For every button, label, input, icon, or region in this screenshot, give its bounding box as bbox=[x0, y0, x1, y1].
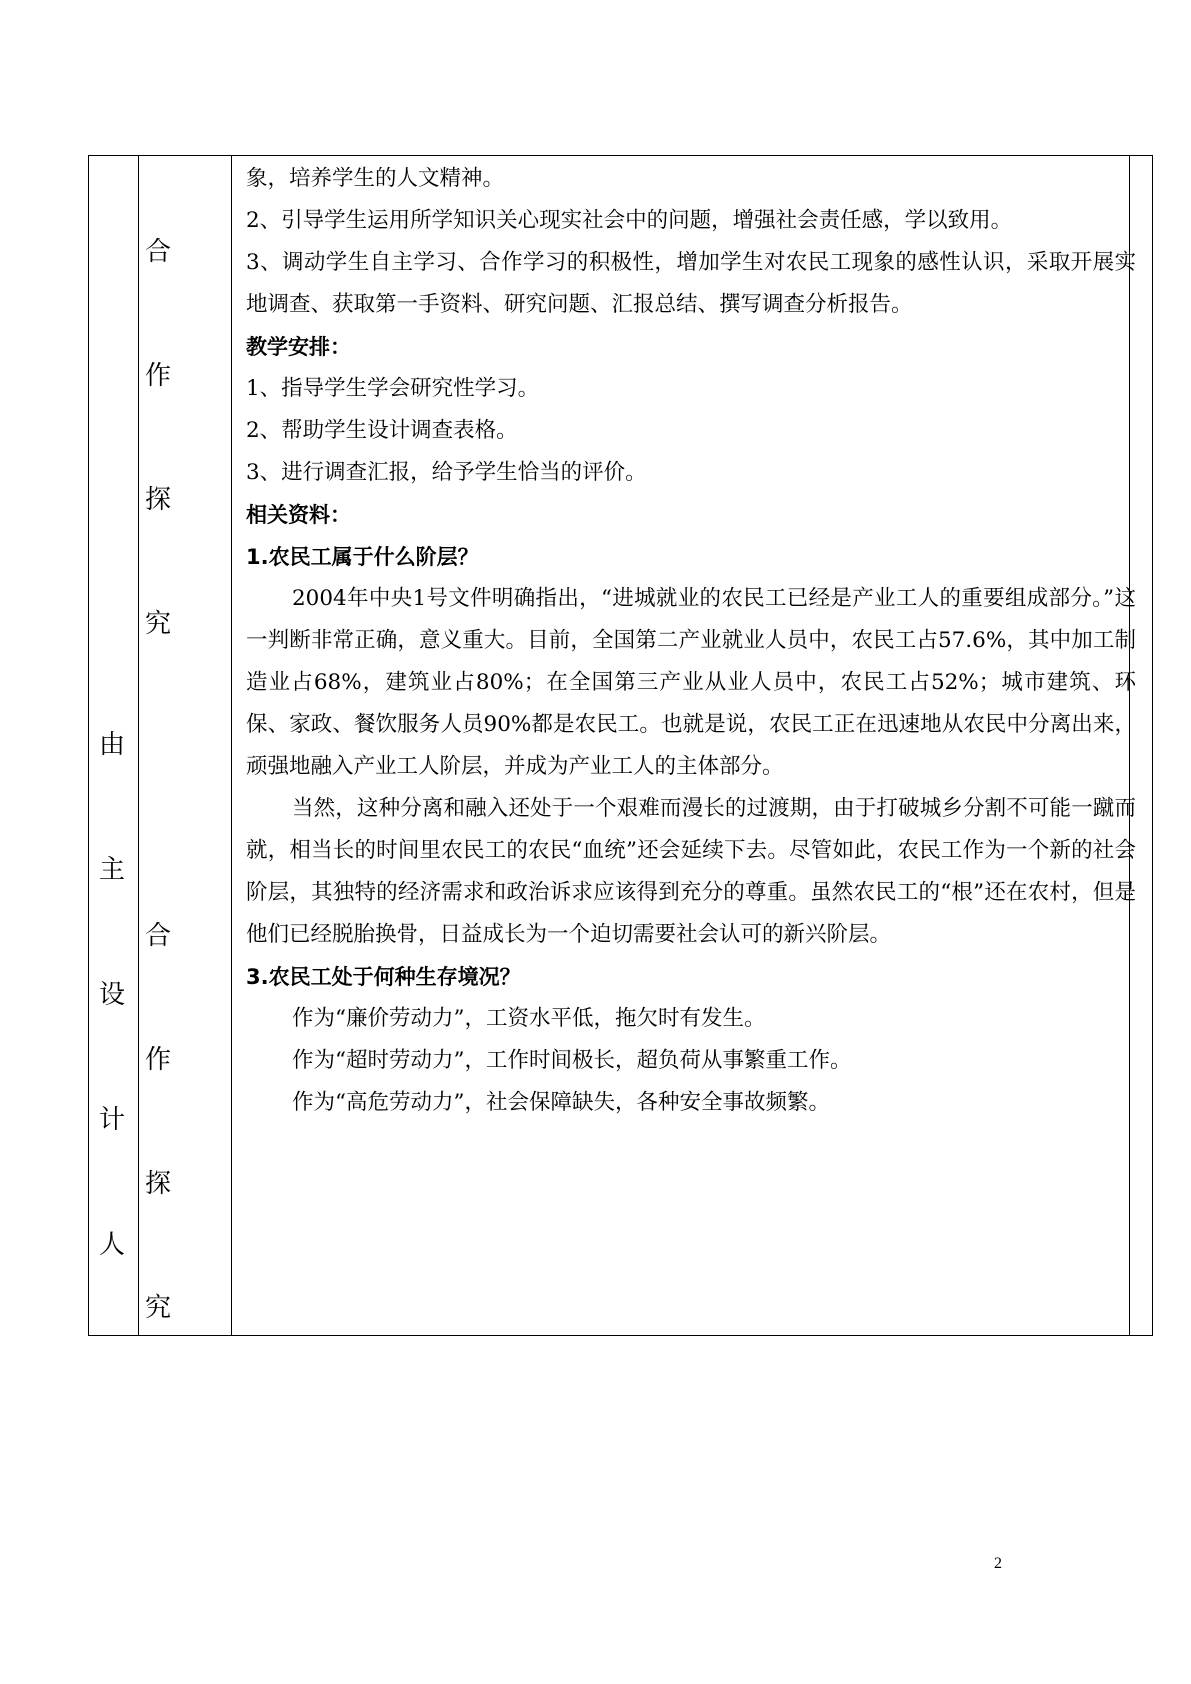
second-column-char: 作 bbox=[144, 361, 171, 391]
teaching-item: 3、进行调查汇报，给予学生恰当的评价。 bbox=[246, 460, 647, 485]
teaching-item: 1、指导学生学会研究性学习。 bbox=[246, 376, 540, 401]
intro-line: 2、引导学生运用所学知识关心现实社会中的问题，增强社会责任感，学以致用。 bbox=[246, 208, 1013, 233]
second-column-char: 究 bbox=[144, 609, 171, 639]
related-materials-heading: 相关资料： bbox=[246, 503, 351, 527]
question-3-line: 作为“高危劳动力”，社会保障缺失，各种安全事故频繁。 bbox=[292, 1090, 830, 1115]
second-column-char: 作 bbox=[144, 1045, 171, 1075]
question-1-paragraph: 当然，这种分离和融入还处于一个艰难而漫长的过渡期，由于打破城乡分割不可能一蹴而就，相当长的时间里农民工的农民“血统”还会延续下去。尽管如此，农民工作为一个新的社会阶层，其独特的经济需求和政治诉求应该得到充分的尊重。虽然农民工的“根”还在农村，但是他们已经脱胎换骨，日益成长为一个迫切需要社会认可的新兴阶层。 bbox=[246, 796, 1136, 947]
page-number: 2 bbox=[994, 1555, 1002, 1572]
second-column-char: 探 bbox=[144, 485, 171, 515]
question-1-paragraph: 2004年中央1号文件明确指出，“进城就业的农民工已经是产业工人的重要组成部分。”这一判断非常正确，意义重大。目前，全国第二产业就业人员中，农民工占57.6%，其中加工制造业占68%，建筑业占80%；在全国第三产业从业人员中，农民工占52%；城市建筑、环保、家政、餐饮服务人员90%都是农民工。也就是说，农民工正在迅速地从农民中分离出来，顽强地融入产业工人阶层，并成为产业工人的主体部分。 bbox=[246, 586, 1136, 779]
lesson-plan-table bbox=[88, 155, 1153, 1336]
teaching-item: 2、帮助学生设计调查表格。 bbox=[246, 418, 518, 443]
second-column-char: 合 bbox=[144, 237, 171, 267]
question-1-heading: 1.农民工属于什么阶层？ bbox=[246, 545, 479, 569]
column-divider-2 bbox=[231, 156, 232, 1335]
left-column-char: 主 bbox=[98, 855, 125, 885]
left-column-char: 由 bbox=[98, 730, 125, 760]
second-column-char: 探 bbox=[144, 1169, 171, 1199]
second-column-char: 究 bbox=[144, 1293, 171, 1323]
question-3-heading: 3.农民工处于何种生存境况？ bbox=[246, 965, 521, 989]
left-column-char: 设 bbox=[98, 980, 125, 1010]
question-3-line: 作为“超时劳动力”，工作时间极长，超负荷从事繁重工作。 bbox=[292, 1048, 852, 1073]
intro-line: 3、调动学生自主学习、合作学习的积极性，增加学生对农民工现象的感性认识，采取开展实地调查、获取第一手资料、研究问题、汇报总结、撰写调查分析报告。 bbox=[246, 250, 1136, 317]
left-column-char: 计 bbox=[98, 1105, 125, 1135]
second-column-char: 合 bbox=[144, 921, 171, 951]
question-3-line: 作为“廉价劳动力”，工资水平低，拖欠时有发生。 bbox=[292, 1006, 766, 1031]
teaching-arrangement-heading: 教学安排： bbox=[246, 335, 351, 359]
main-content bbox=[246, 158, 1136, 1124]
left-column-char: 人 bbox=[98, 1230, 125, 1260]
column-divider-1 bbox=[138, 156, 139, 1335]
intro-line: 象，培养学生的人文精神。 bbox=[246, 166, 505, 191]
